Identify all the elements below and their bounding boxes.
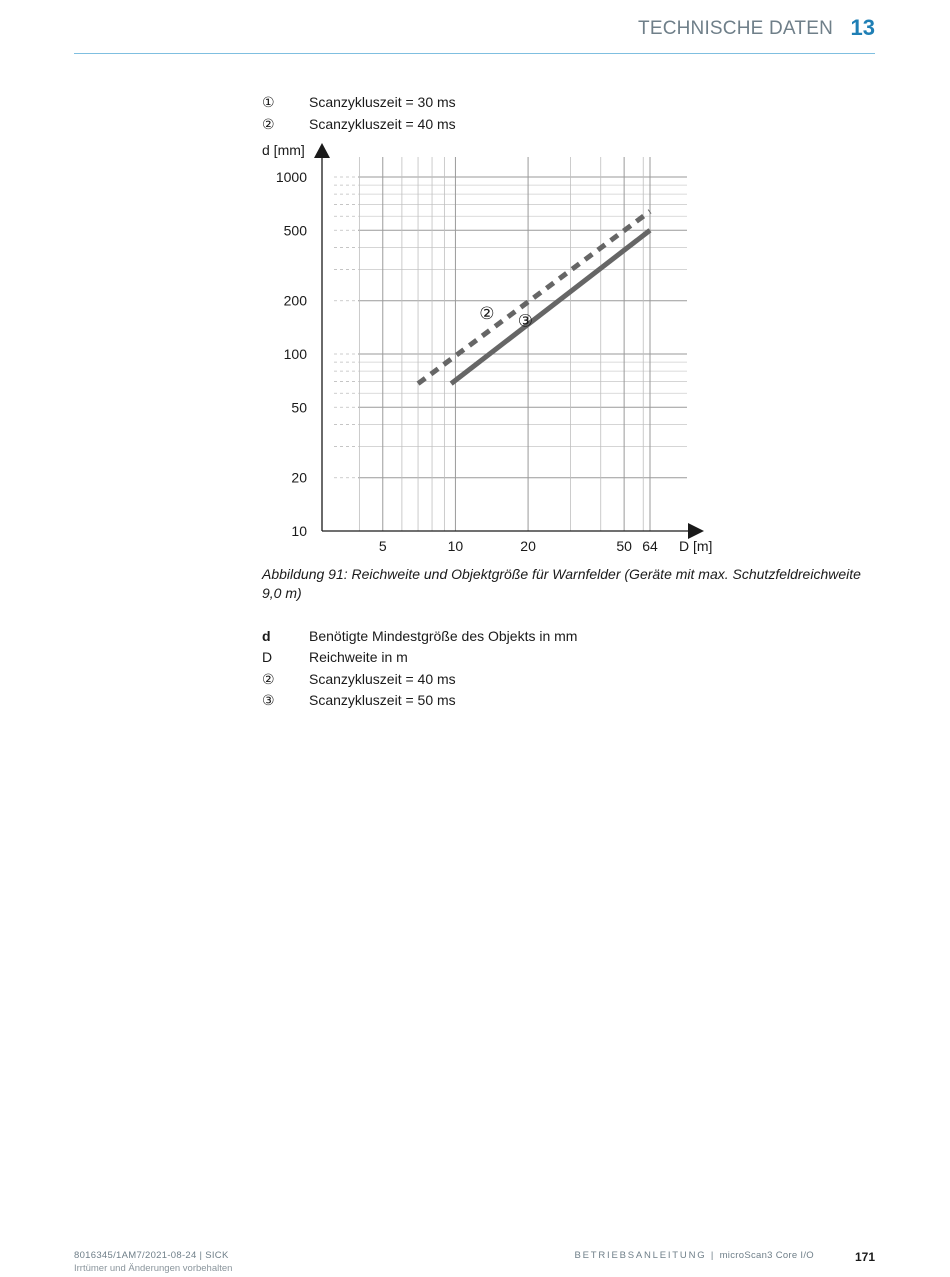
y-axis-arrow xyxy=(314,143,330,158)
x-axis-label: D [m] xyxy=(679,538,713,554)
legend-symbol: ② xyxy=(262,671,275,687)
legend-symbol: D xyxy=(262,649,273,665)
manual-type: BETRIEBSANLEITUNG | xyxy=(574,1250,716,1261)
y-tick-label: 20 xyxy=(291,469,307,486)
y-tick-label: 500 xyxy=(283,222,307,239)
y-tick-label: 10 xyxy=(291,523,307,539)
x-tick-label: 5 xyxy=(378,538,387,554)
x-tick-label: 20 xyxy=(520,538,536,554)
page-number: 171 xyxy=(854,1250,875,1264)
series-annotation: ③ xyxy=(517,311,534,332)
manual-label xyxy=(574,1250,814,1261)
y-tick-label: 100 xyxy=(283,346,307,362)
x-tick-label: 10 xyxy=(447,538,464,554)
x-tick-label: 50 xyxy=(616,538,632,554)
legend-text: Scanzykluszeit = 30 ms xyxy=(309,94,456,110)
legend-symbol: ③ xyxy=(262,692,275,708)
legend-text: Scanzykluszeit = 40 ms xyxy=(309,671,456,687)
chapter-number: 13 xyxy=(850,15,875,40)
y-tick-label: 200 xyxy=(283,292,307,309)
range-object-size-chart xyxy=(255,140,725,560)
y-tick-label: 50 xyxy=(291,399,307,416)
series-annotation: ② xyxy=(479,304,495,325)
legend-symbol: ② xyxy=(262,116,275,132)
product-name: microScan3 Core I/O xyxy=(719,1250,814,1261)
legend-text: Reichweite in m xyxy=(309,649,408,665)
disclaimer: Irrtümer und Änderungen vorbehalten xyxy=(74,1263,233,1274)
series-line-dashed xyxy=(418,211,650,383)
x-axis-arrow xyxy=(688,523,704,539)
y-axis-label: d [mm] xyxy=(262,142,305,158)
legend-text: Benötigte Mindestgröße des Objekts in mm xyxy=(309,628,578,644)
legend-symbol: d xyxy=(262,628,271,644)
y-tick-label: 1000 xyxy=(275,169,307,185)
x-tick-label: 64 xyxy=(642,538,658,554)
header-divider xyxy=(74,53,875,54)
section-title: TECHNISCHE DATEN xyxy=(638,18,833,39)
document-id: 8016345/1AM7/2021-08-24 | SICK xyxy=(74,1250,229,1261)
legend-text: Scanzykluszeit = 50 ms xyxy=(309,692,456,708)
legend-text: Scanzykluszeit = 40 ms xyxy=(309,116,456,132)
figure-caption: Abbildung 91: Reichweite und Objektgröße für Warnfelder (Geräte mit max. Schutzfeldreichweite 9,0 m) xyxy=(262,566,861,601)
legend-symbol: ① xyxy=(262,94,275,110)
